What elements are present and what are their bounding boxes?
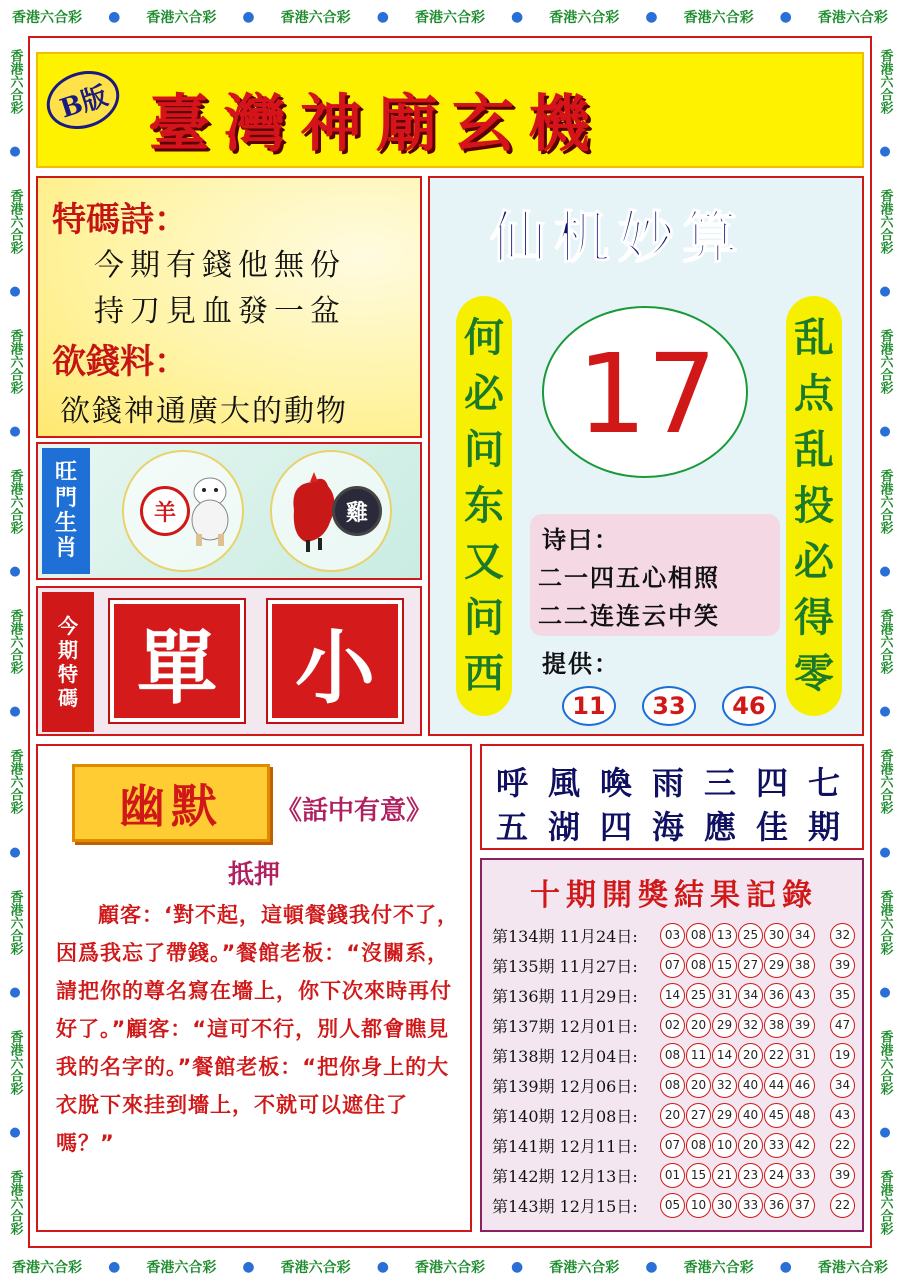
record-row — [492, 1132, 862, 1158]
record-number: 29 — [712, 1103, 737, 1128]
border-dot-icon: ● — [7, 424, 23, 440]
record-number: 34 — [790, 923, 815, 948]
border-text: 香港六合彩 — [683, 10, 754, 26]
border-text: 香港六合彩 — [7, 749, 23, 815]
special-small: 小 — [266, 598, 404, 724]
record-number: 15 — [686, 1163, 711, 1188]
border-dot-icon: ● — [877, 984, 893, 1000]
special-code-panel — [36, 586, 422, 736]
record-number: 27 — [738, 953, 763, 978]
record-number: 29 — [712, 1013, 737, 1038]
border-text: 香港六合彩 — [12, 1260, 83, 1276]
sheep-icon — [186, 474, 234, 548]
lucky-number: 17 — [577, 330, 717, 458]
poem-heading: 特碼詩： — [52, 200, 188, 240]
edition-badge: B版 — [39, 62, 127, 138]
record-number: 10 — [686, 1193, 711, 1218]
record-number: 37 — [790, 1193, 815, 1218]
special-odd: 單 — [108, 598, 246, 724]
border-top — [0, 0, 900, 34]
border-text: 香港六合彩 — [146, 10, 217, 26]
record-row — [492, 1192, 862, 1218]
record-number: 22 — [764, 1043, 789, 1068]
border-dot-icon: ● — [108, 1259, 121, 1275]
record-number: 43 — [790, 983, 815, 1008]
record-number: 14 — [660, 983, 685, 1008]
record-number: 45 — [764, 1103, 789, 1128]
provide-number: 33 — [642, 686, 696, 726]
record-number: 27 — [686, 1103, 711, 1128]
record-special-number: 19 — [830, 1043, 855, 1068]
border-dot-icon: ● — [877, 844, 893, 860]
border-text: 香港六合彩 — [877, 469, 893, 535]
record-row — [492, 952, 862, 978]
border-dot-icon: ● — [877, 424, 893, 440]
humor-title: 抵押 — [228, 860, 281, 890]
record-number: 08 — [686, 953, 711, 978]
record-number: 48 — [790, 1103, 815, 1128]
fortune-panel — [428, 176, 864, 736]
record-special-number: 43 — [830, 1103, 855, 1128]
verse-card — [530, 514, 780, 636]
record-date: 第135期 11月27日: — [492, 956, 638, 976]
border-dot-icon: ● — [779, 9, 792, 25]
record-number: 08 — [686, 1133, 711, 1158]
record-number: 20 — [738, 1043, 763, 1068]
record-number: 08 — [660, 1073, 685, 1098]
record-number: 20 — [686, 1073, 711, 1098]
draw-records-panel — [480, 858, 864, 1232]
border-text: 香港六合彩 — [817, 1260, 888, 1276]
record-date: 第138期 12月04日: — [492, 1046, 638, 1066]
record-number: 14 — [712, 1043, 737, 1068]
record-number: 10 — [712, 1133, 737, 1158]
border-dot-icon: ● — [7, 984, 23, 1000]
fortune-title: 仙机妙算 — [490, 206, 746, 271]
record-number: 46 — [790, 1073, 815, 1098]
record-number: 32 — [712, 1073, 737, 1098]
record-number: 07 — [660, 1133, 685, 1158]
border-dot-icon: ● — [877, 564, 893, 580]
border-text: 香港六合彩 — [683, 1260, 754, 1276]
border-dot-icon: ● — [645, 9, 658, 25]
verse-heading: 诗曰： — [542, 526, 620, 554]
record-number: 33 — [738, 1193, 763, 1218]
border-dot-icon: ● — [7, 1124, 23, 1140]
border-text: 香港六合彩 — [877, 749, 893, 815]
record-number: 39 — [790, 1013, 815, 1038]
sheep-ball: 羊 — [140, 486, 190, 536]
record-number: 34 — [738, 983, 763, 1008]
border-dot-icon: ● — [877, 704, 893, 720]
record-number: 13 — [712, 923, 737, 948]
border-dot-icon: ● — [645, 1259, 658, 1275]
record-number: 05 — [660, 1193, 685, 1218]
border-text: 香港六合彩 — [414, 1260, 485, 1276]
humor-story: 顧客：‘對不起，這頓餐錢我付不了，因爲我忘了帶錢。”餐館老板：“沒關系，請把你的尊名寫在墻上，你下次來時再付好了。”顧客：“這可不行，別人都會瞧見我的名字的。”餐館老板：“把你身上的大衣脫下來挂到墻上，不就可以遮住了嗎？” — [56, 903, 459, 1155]
record-special-number: 34 — [830, 1073, 855, 1098]
record-special-number: 35 — [830, 983, 855, 1008]
lucky-zodiac-panel — [36, 442, 422, 580]
record-number: 01 — [660, 1163, 685, 1188]
record-number: 15 — [712, 953, 737, 978]
border-text: 香港六合彩 — [877, 1169, 893, 1235]
verse-panel — [480, 744, 864, 850]
border-text: 香港六合彩 — [7, 49, 23, 115]
record-number: 24 — [764, 1163, 789, 1188]
record-number: 29 — [764, 953, 789, 978]
humor-sign: 幽默 — [72, 764, 270, 842]
record-special-number: 47 — [830, 1013, 855, 1038]
border-text: 香港六合彩 — [280, 10, 351, 26]
border-dot-icon: ● — [242, 1259, 255, 1275]
border-text: 香港六合彩 — [549, 10, 620, 26]
zodiac-rooster — [270, 450, 392, 572]
verse-line-2: 二二连连云中笑 — [538, 602, 720, 630]
provide-number: 46 — [722, 686, 776, 726]
border-text: 香港六合彩 — [817, 10, 888, 26]
record-number: 40 — [738, 1103, 763, 1128]
record-number: 36 — [764, 1193, 789, 1218]
record-number: 40 — [738, 1073, 763, 1098]
border-dot-icon: ● — [877, 1124, 893, 1140]
border-dot-icon: ● — [877, 144, 893, 160]
record-special-number: 32 — [830, 923, 855, 948]
record-number: 23 — [738, 1163, 763, 1188]
record-number: 20 — [660, 1103, 685, 1128]
record-date: 第136期 11月29日: — [492, 986, 638, 1006]
record-special-number: 22 — [830, 1193, 855, 1218]
border-text: 香港六合彩 — [877, 49, 893, 115]
border-left — [0, 34, 30, 1250]
page-title: 臺灣神廟玄機 — [148, 87, 605, 160]
record-row — [492, 922, 862, 948]
border-dot-icon: ● — [511, 1259, 524, 1275]
border-dot-icon: ● — [877, 284, 893, 300]
record-number: 42 — [790, 1133, 815, 1158]
border-text: 香港六合彩 — [7, 609, 23, 675]
border-text: 香港六合彩 — [877, 329, 893, 395]
header-banner — [36, 52, 864, 168]
border-dot-icon: ● — [242, 9, 255, 25]
provide-number: 11 — [562, 686, 616, 726]
record-date: 第137期 12月01日: — [492, 1016, 638, 1036]
record-special-number: 22 — [830, 1133, 855, 1158]
border-text: 香港六合彩 — [877, 609, 893, 675]
zodiac-label: 旺 門 生 肖 — [42, 448, 90, 574]
record-row — [492, 1072, 862, 1098]
record-row — [492, 982, 862, 1008]
record-special-number: 39 — [830, 953, 855, 978]
poem-line-2: 持刀見血發一盆 — [94, 294, 346, 329]
record-number: 36 — [764, 983, 789, 1008]
border-dot-icon: ● — [7, 284, 23, 300]
border-text: 香港六合彩 — [7, 889, 23, 955]
border-text: 香港六合彩 — [280, 1260, 351, 1276]
record-number: 07 — [660, 953, 685, 978]
border-bottom — [0, 1250, 900, 1284]
record-date: 第140期 12月08日: — [492, 1106, 638, 1126]
record-special-number: 39 — [830, 1163, 855, 1188]
money-line: 欲錢神通廣大的動物 — [60, 394, 348, 429]
record-number: 08 — [660, 1043, 685, 1068]
verse-row-2: 五湖四海應佳期 — [496, 808, 861, 846]
record-number: 33 — [790, 1163, 815, 1188]
record-number: 32 — [738, 1013, 763, 1038]
border-dot-icon: ● — [511, 9, 524, 25]
record-number: 31 — [790, 1043, 815, 1068]
border-text: 香港六合彩 — [877, 889, 893, 955]
records-title: 十期開獎結果記錄 — [530, 878, 818, 913]
record-number: 38 — [790, 953, 815, 978]
record-number: 38 — [764, 1013, 789, 1038]
border-text: 香港六合彩 — [12, 10, 83, 26]
money-heading: 欲錢料： — [52, 342, 188, 382]
border-dot-icon: ● — [108, 9, 121, 25]
record-row — [492, 1162, 862, 1188]
poem-panel — [36, 176, 422, 438]
record-number: 31 — [712, 983, 737, 1008]
border-text: 香港六合彩 — [549, 1260, 620, 1276]
verse-line-1: 二一四五心相照 — [538, 564, 720, 592]
record-number: 20 — [686, 1013, 711, 1038]
humor-subtitle: 《話中有意》 — [276, 796, 433, 826]
special-code-label: 今 期 特 碼 — [42, 592, 94, 732]
border-dot-icon: ● — [376, 9, 389, 25]
border-text: 香港六合彩 — [7, 329, 23, 395]
record-number: 33 — [764, 1133, 789, 1158]
border-text: 香港六合彩 — [414, 10, 485, 26]
border-text: 香港六合彩 — [7, 469, 23, 535]
record-date: 第142期 12月13日: — [492, 1166, 638, 1186]
rooster-ball: 雞 — [332, 486, 382, 536]
record-number: 25 — [738, 923, 763, 948]
border-right — [870, 34, 900, 1250]
humor-panel — [36, 744, 472, 1232]
border-dot-icon: ● — [7, 704, 23, 720]
record-number: 44 — [764, 1073, 789, 1098]
record-number: 30 — [764, 923, 789, 948]
border-text: 香港六合彩 — [877, 189, 893, 255]
record-number: 25 — [686, 983, 711, 1008]
record-row — [492, 1012, 862, 1038]
border-text: 香港六合彩 — [877, 1029, 893, 1095]
border-text: 香港六合彩 — [146, 1260, 217, 1276]
record-date: 第134期 11月24日: — [492, 926, 638, 946]
poem-line-1: 今期有錢他無份 — [94, 248, 346, 283]
record-date: 第139期 12月06日: — [492, 1076, 638, 1096]
border-dot-icon: ● — [7, 144, 23, 160]
record-row — [492, 1102, 862, 1128]
zodiac-sheep — [122, 450, 244, 572]
provide-label: 提供： — [542, 650, 620, 678]
lucky-number-circle — [542, 306, 748, 478]
border-dot-icon: ● — [7, 564, 23, 580]
border-dot-icon: ● — [7, 844, 23, 860]
border-dot-icon: ● — [376, 1259, 389, 1275]
record-number: 08 — [686, 923, 711, 948]
record-date: 第143期 12月15日: — [492, 1196, 638, 1216]
record-number: 11 — [686, 1043, 711, 1068]
border-dot-icon: ● — [779, 1259, 792, 1275]
verse-row-1: 呼風喚雨三四七 — [496, 764, 861, 802]
record-number: 20 — [738, 1133, 763, 1158]
border-text: 香港六合彩 — [7, 189, 23, 255]
record-number: 30 — [712, 1193, 737, 1218]
record-date: 第141期 12月11日: — [492, 1136, 638, 1156]
left-pillar: 何 必 问 东 又 问 西 — [456, 296, 512, 716]
record-row — [492, 1042, 862, 1068]
border-text: 香港六合彩 — [7, 1029, 23, 1095]
border-text: 香港六合彩 — [7, 1169, 23, 1235]
record-number: 21 — [712, 1163, 737, 1188]
right-pillar: 乱 点 乱 投 必 得 零 — [786, 296, 842, 716]
record-number: 03 — [660, 923, 685, 948]
record-number: 02 — [660, 1013, 685, 1038]
